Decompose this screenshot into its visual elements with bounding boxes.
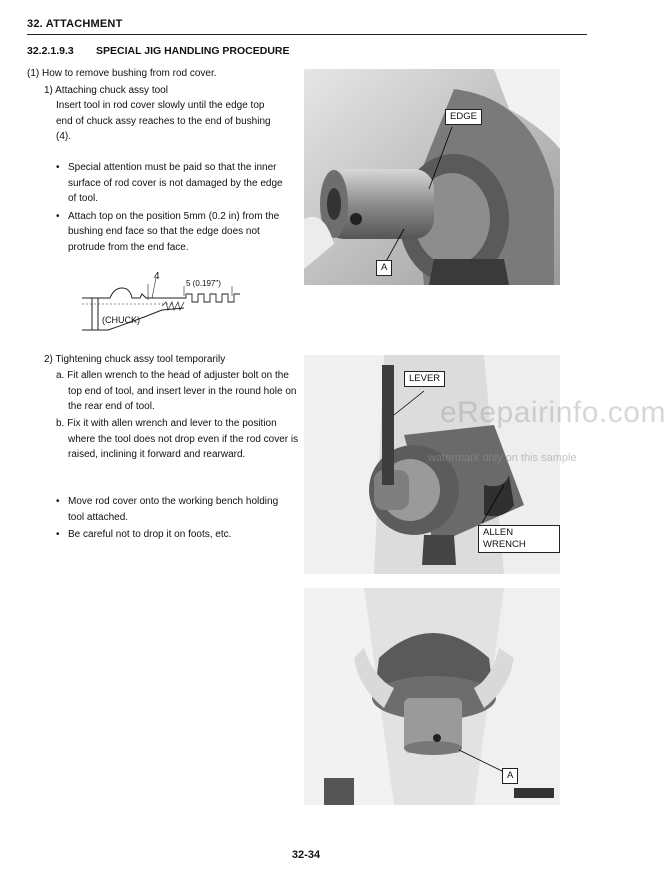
step2-bullet-1: • Move rod cover onto the working bench holding tool attached. — [56, 494, 288, 525]
section-number: 32.2.1.9.3 — [27, 45, 74, 57]
watermark-brand: eRepairinfo.com — [440, 396, 666, 429]
photo-chuck-tightening — [304, 355, 560, 574]
diagram-label-chuck: (CHUCK) — [102, 315, 140, 325]
photo-rod-cover-moving — [304, 588, 560, 805]
step2-item-b: b. Fix it with allen wrench and lever to the position where the tool does not drop even if the rod cover is raised, inclining it forward and rearward. — [56, 418, 299, 460]
step1-bullets — [56, 160, 288, 255]
step1-heading: (1) How to remove bushing from rod cover. — [27, 68, 217, 79]
chuck-diagram — [72, 270, 252, 345]
header-rule — [27, 34, 587, 35]
callout-a-photo3: A — [502, 768, 518, 784]
chapter-header: 32. ATTACHMENT — [27, 18, 123, 30]
photo-chuck-attaching — [304, 69, 560, 285]
step2-heading: 2) Tightening chuck assy tool temporarily — [44, 354, 226, 365]
callout-a-photo1: A — [376, 260, 392, 276]
diagram-label-dimension: 5 (0.197") — [186, 279, 221, 288]
step1-bullet-1: • Special attention must be paid so that the inner surface of rod cover is not damaged by the edge of tool. — [56, 160, 288, 207]
step2-item-a: a. Fit allen wrench to the head of adjuster bolt on the top end of tool, and insert lever in the round hole on the rear end of tool. — [56, 370, 297, 412]
photo-1-image — [304, 69, 560, 285]
chuck-diagram-drawing — [72, 270, 252, 345]
watermark-note: watermark only on this sample — [428, 452, 577, 464]
callout-allen-wrench: ALLEN WRENCH — [478, 525, 560, 553]
step2-bullets — [56, 494, 288, 543]
step1-bullet-2: • Attach top on the position 5mm (0.2 in) from the bushing end face so that the edge does not protrude from the end face. — [56, 209, 288, 256]
callout-lever: LEVER — [404, 371, 445, 387]
step1-sub-heading: 1) Attaching chuck assy tool — [44, 85, 168, 96]
section-title: SPECIAL JIG HANDLING PROCEDURE — [96, 45, 290, 57]
callout-edge: EDGE — [445, 109, 482, 125]
step1-body: Insert tool in rod cover slowly until the edge top end of chuck assy reaches to the end of bushing (4). — [56, 100, 271, 142]
step2-bullet-2: • Be careful not to drop it on foots, etc. — [56, 527, 288, 543]
page-number: 32-34 — [291, 849, 321, 861]
diagram-label-4: 4 — [154, 271, 160, 282]
photo-3-image — [304, 588, 560, 805]
